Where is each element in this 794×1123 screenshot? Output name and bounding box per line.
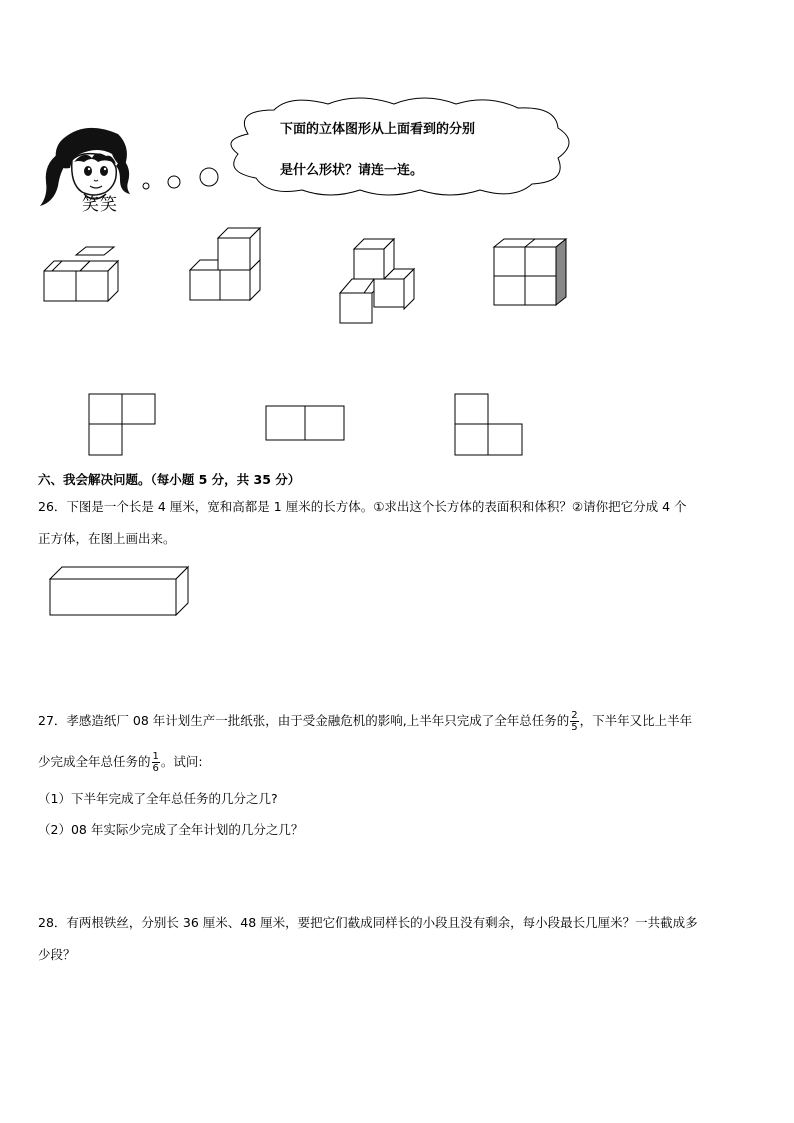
- solid-figure-2: [188, 226, 266, 302]
- q26-line-2: 正方体，在图上画出来。: [38, 531, 176, 546]
- cuboid-figure: [48, 563, 194, 619]
- q28-line-2: 少段？: [38, 947, 76, 962]
- q27-line-1-text-a: 27．孝感造纸厂 08 年计划生产一批纸张，由于受金融危机的影响,上半年只完成了全年总任务的: [38, 713, 570, 728]
- fraction-denominator: 5: [571, 721, 578, 733]
- q27-line-2-text-a: 少完成全年总任务的: [38, 754, 151, 769]
- q27-line-2-text-b: 。试问:: [160, 754, 203, 769]
- fraction-denominator: 6: [152, 762, 159, 774]
- thought-bubble-dots: [138, 160, 228, 196]
- fraction-numerator: 1: [152, 750, 159, 762]
- q27-fraction-2-5: [570, 710, 578, 733]
- speech-line-1: 下面的立体图形从上面看到的分别: [280, 122, 476, 137]
- solid-figure-1: [42, 245, 124, 303]
- q26-line-1: 26．下图是一个长是 4 厘米，宽和高都是 1 厘米的长方体。①求出这个长方体的表面积和体积？②请你把它分成 4 个: [38, 499, 687, 514]
- top-view-shape-1: [88, 393, 158, 457]
- q27-sub-question-1: （1）下半年完成了全年总任务的几分之几?: [38, 791, 278, 806]
- speech-line-2: 是什么形状？请连一连。: [280, 163, 424, 178]
- q27-sub-question-2: （2）08 年实际少完成了全年计划的几分之几？: [38, 822, 304, 837]
- speech-cloud: [218, 96, 582, 200]
- solid-figure-3: [338, 237, 420, 325]
- q27-line-1: [38, 705, 692, 737]
- q27-line-1-text-b: ，下半年又比上半年: [579, 713, 693, 728]
- top-view-shape-3: [454, 393, 526, 457]
- fraction-numerator: 2: [571, 709, 578, 721]
- section-heading: 六、我会解决问题。（每小题 5 分，共 35 分）: [38, 472, 301, 487]
- top-view-shape-2: [265, 405, 347, 443]
- q27-line-2: [38, 746, 203, 778]
- q27-fraction-1-6: [152, 751, 160, 774]
- q28-line-1: 28．有两根铁丝，分别长 36 厘米、48 厘米，要把它们截成同样长的小段且没有剩余，每小段最长几厘米？一共截成多: [38, 915, 698, 930]
- solid-figure-4: [492, 237, 568, 307]
- mascot-name-label: 笑笑: [82, 195, 118, 215]
